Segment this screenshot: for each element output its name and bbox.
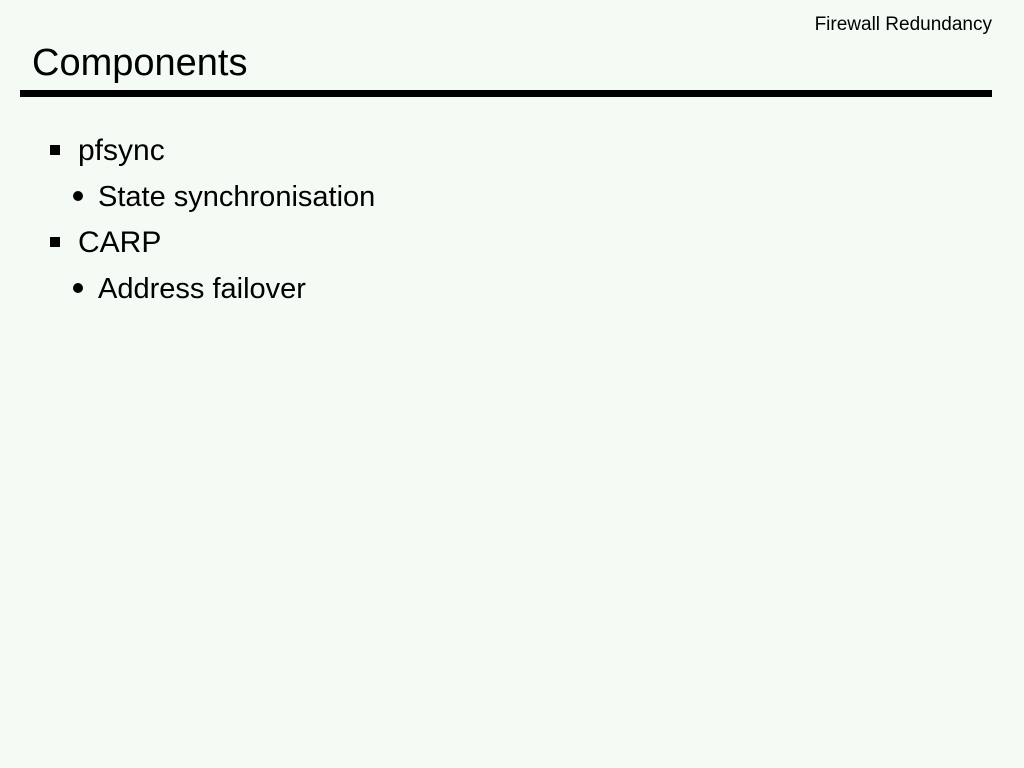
list-item <box>60 266 980 312</box>
slide-header-label: Firewall Redundancy <box>814 14 992 35</box>
list-item <box>40 128 980 174</box>
list-item-label: pfsync <box>78 134 165 167</box>
square-bullet-icon <box>50 145 60 155</box>
title-divider <box>20 90 992 97</box>
bullet-list-level2 <box>60 174 980 220</box>
list-item <box>40 220 980 266</box>
bullet-list-level1 <box>40 128 980 312</box>
sublist-container <box>40 174 980 220</box>
list-item-label: CARP <box>78 226 162 259</box>
page-title: Components <box>32 42 248 84</box>
round-bullet-icon <box>73 283 83 293</box>
slide-content <box>40 128 980 312</box>
list-item <box>60 174 980 220</box>
round-bullet-icon <box>73 191 83 201</box>
square-bullet-icon <box>50 237 60 247</box>
sublist-container <box>40 266 980 312</box>
list-item-label: Address failover <box>98 273 306 305</box>
list-item-label: State synchronisation <box>98 181 376 213</box>
bullet-list-level2 <box>60 266 980 312</box>
